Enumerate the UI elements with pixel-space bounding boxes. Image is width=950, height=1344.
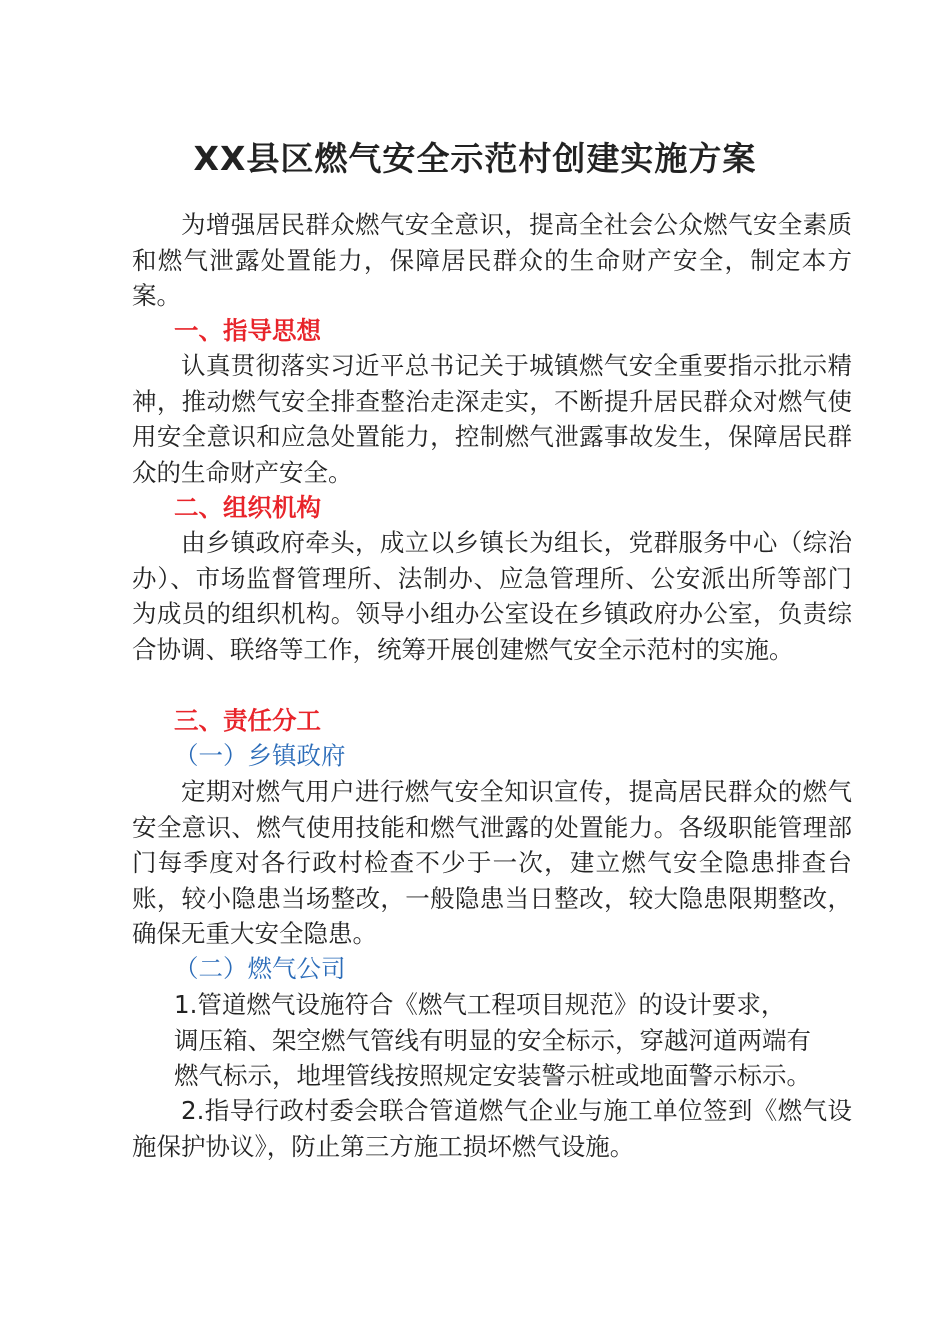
section-1-heading: 一、指导思想	[174, 316, 321, 345]
section-2-heading: 二、组织机构	[174, 493, 321, 522]
item-1-line: 1.管道燃气设施符合《燃气工程项目规范》的设计要求，	[174, 990, 786, 1019]
item-1-line: 燃气标示，地埋管线按照规定安装警示桩或地面警示标示。	[174, 1061, 811, 1090]
section-1-paragraph: 认真贯彻落实习近平总书记关于城镇燃气安全重要指示批示精神，推动燃气安全排查整治走深走实，不断提升居民群众对燃气使用安全意识和应急处置能力，控制燃气泄露事故发生，保障居民群众的生命财产安全。	[132, 351, 852, 487]
document-title: XX县区燃气安全示范村创建实施方案	[193, 139, 757, 178]
subsection-2-item-1	[174, 987, 854, 1094]
section-3-heading: 三、责任分工	[174, 706, 321, 735]
subsection-1-paragraph: 定期对燃气用户进行燃气安全知识宣传，提高居民群众的燃气安全意识、燃气使用技能和燃气泄露的处置能力。各级职能管理部门每季度对各行政村检查不少于一次，建立燃气安全隐患排查台账，较小隐患当场整改，一般隐患当日整改，较大隐患限期整改，确保无重大安全隐患。	[132, 777, 852, 948]
section-2-paragraph: 由乡镇政府牵头，成立以乡镇长为组长，党群服务中心（综治办）、市场监督管理所、法制办、应急管理所、公安派出所等部门为成员的组织机构。领导小组办公室设在乡镇政府办公室，负责综合协调、联络等工作，统筹开展创建燃气安全示范村的实施。	[132, 528, 852, 664]
item-1-line: 调压箱、架空燃气管线有明显的安全标示，穿越河道两端有	[174, 1025, 811, 1055]
subsection-1-heading: （一）乡镇政府	[174, 741, 346, 770]
subsection-2-heading: （二）燃气公司	[174, 954, 346, 983]
subsection-2-item-2: 2.指导行政村委会联合管道燃气企业与施工单位签到《燃气设施保护协议》，防止第三方施工损坏燃气设施。	[132, 1096, 852, 1161]
intro-paragraph: 为增强居民群众燃气安全意识，提高全社会公众燃气安全素质和燃气泄露处置能力，保障居民群众的生命财产安全，制定本方案。	[132, 210, 852, 310]
